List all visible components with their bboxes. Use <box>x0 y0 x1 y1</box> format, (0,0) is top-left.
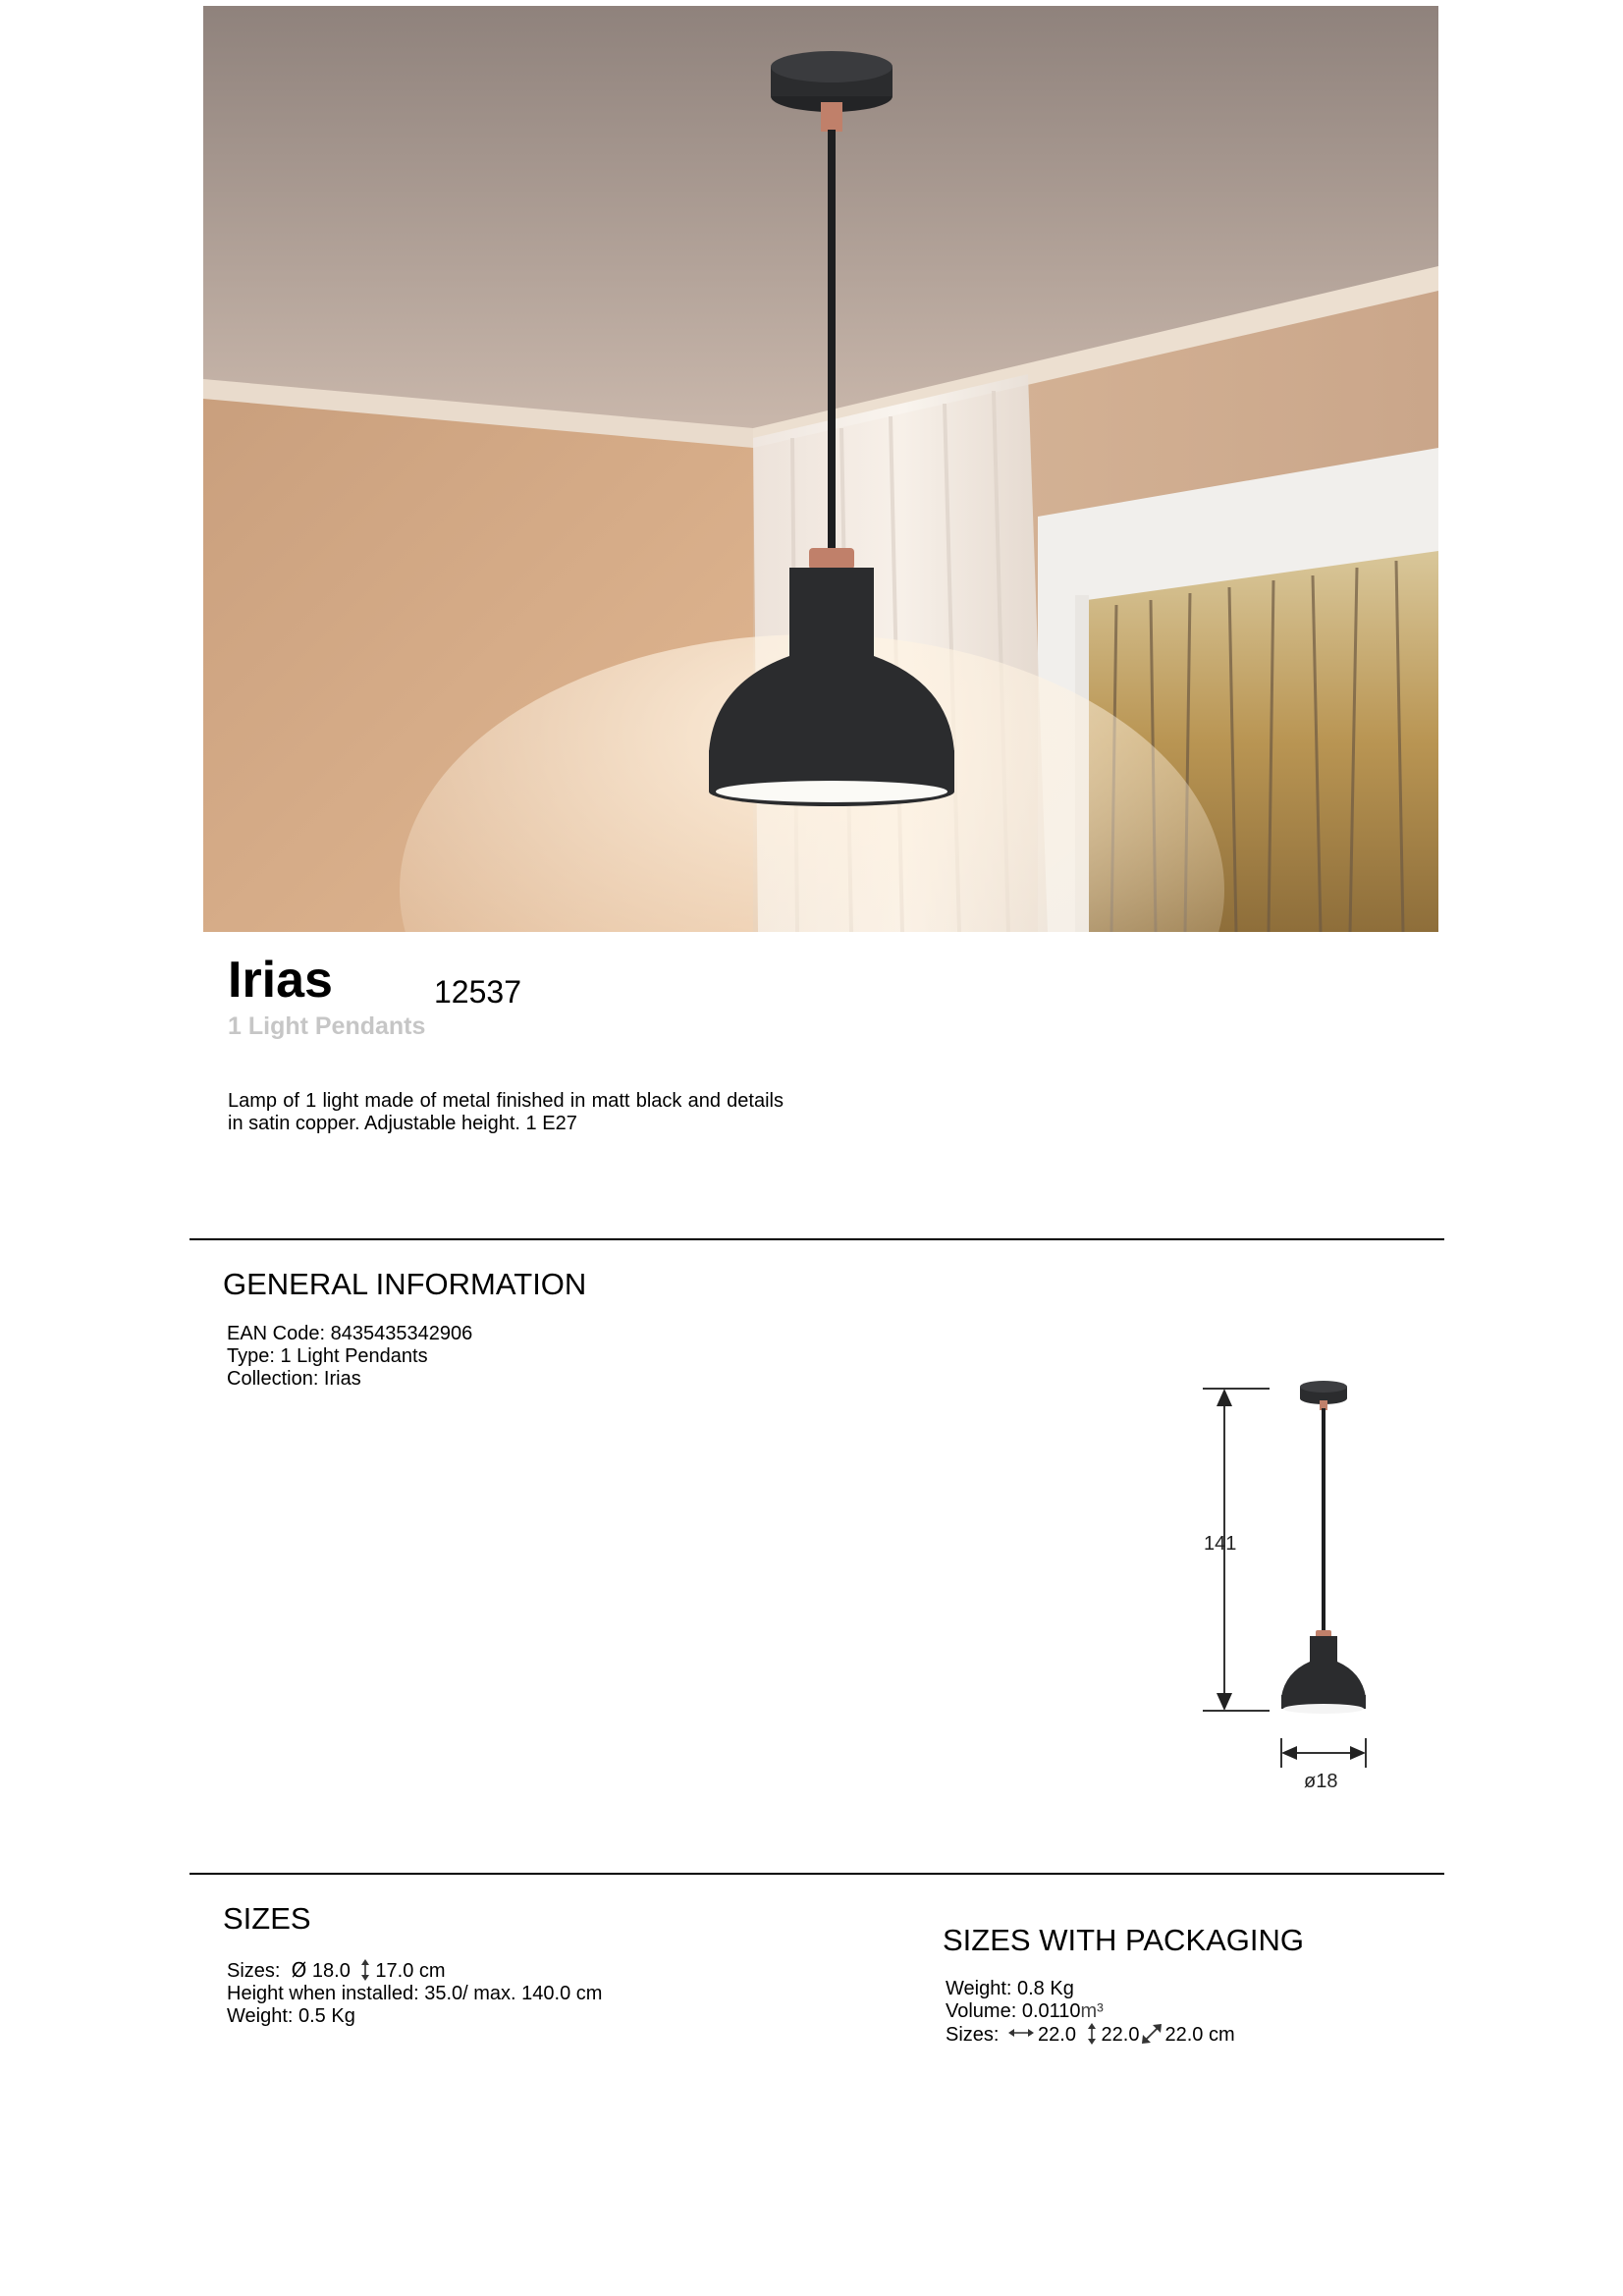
diameter-value: 18.0 <box>311 1960 351 1982</box>
sizes-list <box>227 1959 602 2028</box>
dimension-diagram <box>1193 1373 1399 1805</box>
height-arrow-icon <box>1086 2023 1098 2045</box>
packaging-depth-value: 22.0 cm <box>1164 2024 1235 2046</box>
type-line: Type: 1 Light Pendants <box>227 1345 428 1367</box>
height-arrow-icon <box>359 1959 371 1981</box>
ean-code-line: EAN Code: 8435435342906 <box>227 1323 473 1344</box>
sizes-label: Sizes: <box>227 1960 281 1982</box>
packaging-sizes-line <box>946 2023 1235 2047</box>
section-divider <box>189 1238 1444 1240</box>
sizes-with-packaging-heading: SIZES WITH PACKAGING <box>943 1923 1305 1957</box>
packaging-width-value: 22.0 <box>1038 2024 1076 2046</box>
packaging-sizes-label: Sizes: <box>946 2024 1000 2046</box>
general-information-heading: GENERAL INFORMATION <box>223 1267 587 1301</box>
product-type: 1 Light Pendants <box>228 1012 426 1040</box>
product-code: 12537 <box>434 974 521 1010</box>
sizes-heading: SIZES <box>223 1901 311 1936</box>
packaging-list <box>946 1978 1235 2047</box>
section-divider <box>189 1873 1444 1875</box>
packaging-volume-value: Volume: 0.0110 <box>946 2000 1081 2022</box>
installed-height-line: Height when installed: 35.0/ max. 140.0 cm <box>227 1983 603 2004</box>
width-arrow-icon <box>1008 2027 1034 2039</box>
collection-line: Collection: Irias <box>227 1368 361 1390</box>
sizes-line <box>227 1959 602 1983</box>
weight-line: Weight: 0.5 Kg <box>227 2005 355 2027</box>
packaging-weight-line: Weight: 0.8 Kg <box>946 1978 1074 1999</box>
product-photo-illustration <box>203 6 1438 932</box>
diameter-icon: Ø <box>291 1958 307 1982</box>
depth-arrow-icon <box>1141 2023 1163 2045</box>
product-description: Lamp of 1 light made of metal finished in matt black and details in satin copper. Adjustable height. 1 E27 <box>228 1090 784 1134</box>
cubic-meter-unit: m³ <box>1080 2000 1104 2022</box>
packaging-height-value: 22.0 <box>1101 2024 1140 2046</box>
height-value: 17.0 cm <box>375 1960 446 1982</box>
general-information-list <box>227 1323 472 1391</box>
diameter-dimension-label: ø18 <box>1304 1771 1338 1792</box>
product-photo <box>203 6 1438 932</box>
height-dimension-label: 141 <box>1204 1533 1237 1555</box>
packaging-volume-line <box>946 2000 1235 2023</box>
pendant-dimension-drawing <box>1193 1373 1399 1805</box>
product-name: Irias <box>228 952 333 1009</box>
